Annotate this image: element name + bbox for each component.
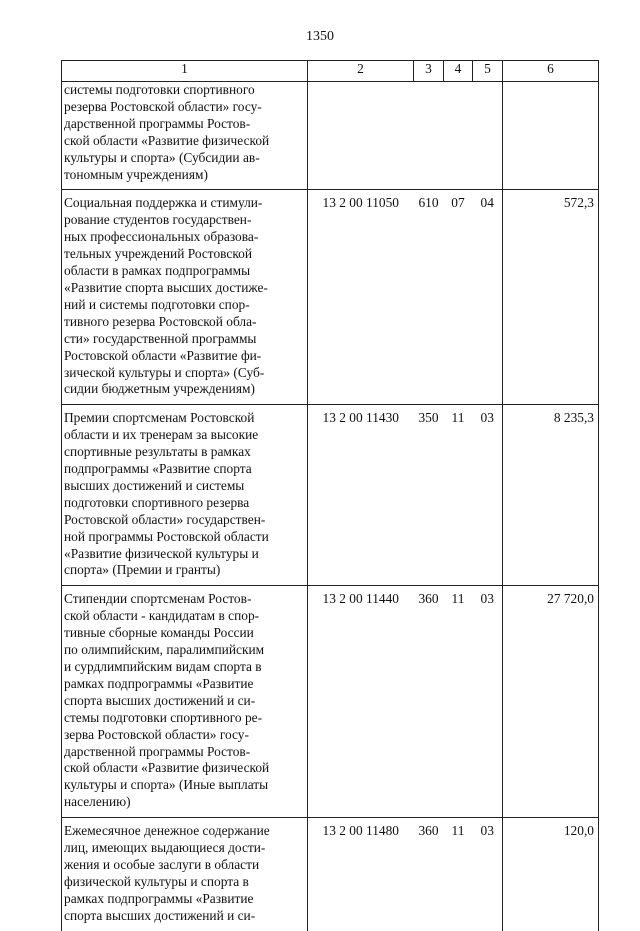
table-row	[62, 818, 599, 931]
description-line: зической культуры и спорта» (Суб-	[64, 364, 265, 380]
description-line: рамках подпрограммы «Развитие	[64, 675, 254, 691]
description-line: сти» государственной программы	[64, 330, 257, 346]
budget-table	[61, 60, 599, 931]
description-line: рование студентов государствен-	[64, 212, 252, 228]
description-line: стемы подготовки спортивного ре-	[64, 709, 263, 725]
row-target-article: 13 2 00 11480	[308, 818, 414, 931]
description-line: спорта высших достижений и си-	[64, 692, 256, 708]
row-description	[62, 190, 308, 405]
description-line: области в рамках подпрограммы	[64, 263, 251, 279]
description-line: жения и особые заслуги в области	[64, 856, 260, 872]
description-line: «Развитие физической культуры и	[64, 545, 259, 561]
row-description	[62, 405, 308, 586]
description-line: спорта» (Премии и гранты)	[64, 562, 221, 578]
description-line: лиц, имеющих выдающиеся дости-	[64, 840, 266, 856]
row-target-article: 13 2 00 11440	[308, 586, 414, 818]
description-line: Ростовской области «Развитие фи-	[64, 347, 262, 363]
page-number: 1350	[306, 29, 334, 44]
row-section: 11	[444, 405, 473, 586]
description-line: дарственной программы Ростов-	[64, 115, 251, 131]
header-col-1: 1	[62, 61, 308, 82]
row-section: 07	[444, 190, 473, 405]
description-line: спортивные результаты в рамках	[64, 444, 251, 460]
row-amount: 120,0	[503, 818, 599, 931]
row-amount: 27 720,0	[503, 586, 599, 818]
row-expense-type: 360	[414, 818, 444, 931]
description-line: высших достижений и системы	[64, 477, 245, 493]
description-line: культуры и спорта» (Иные выплаты	[64, 777, 269, 793]
table-row	[62, 405, 599, 586]
description-line: области и их тренерам за высокие	[64, 427, 259, 443]
description-line: ной программы Ростовской области	[64, 528, 269, 544]
description-line: сидии бюджетным учреждениям)	[64, 381, 255, 397]
row-expense-type: 360	[414, 586, 444, 818]
table-row	[62, 82, 599, 190]
description-line: тивного резерва Ростовской обла-	[64, 313, 257, 329]
header-col-2: 2	[308, 61, 414, 82]
row-section	[444, 82, 473, 190]
row-expense-type: 610	[414, 190, 444, 405]
row-target-article: 13 2 00 11050	[308, 190, 414, 405]
description-line: подготовки спортивного резерва	[64, 494, 250, 510]
row-expense-type: 350	[414, 405, 444, 586]
description-line: ных профессиональных образова-	[64, 229, 259, 245]
description-line: ской области «Развитие физической	[64, 760, 270, 776]
description-line: тельных учреждений Ростовской	[64, 246, 253, 262]
description-line: Премии спортсменам Ростовской	[64, 410, 255, 426]
description-line: тивные сборные команды России	[64, 625, 254, 641]
description-line: тономным учреждениям)	[64, 166, 208, 182]
description-line: рамках подпрограммы «Развитие	[64, 890, 254, 906]
description-line: ской области - кандидатам в спор-	[64, 608, 260, 624]
table-header-row	[62, 61, 599, 82]
row-subsection: 03	[473, 586, 503, 818]
row-description	[62, 586, 308, 818]
table-row	[62, 586, 599, 818]
description-line: резерва Ростовской области» госу-	[64, 98, 262, 114]
description-line: системы подготовки спортивного	[64, 82, 255, 97]
description-line: Социальная поддержка и стимули-	[64, 195, 263, 211]
description-line: подпрограммы «Развитие спорта	[64, 461, 252, 477]
row-amount: 572,3	[503, 190, 599, 405]
description-line: Ежемесячное денежное содержание	[64, 823, 270, 839]
description-line: по олимпийским, паралимпийским	[64, 642, 265, 658]
header-col-4: 4	[444, 61, 473, 82]
row-section: 11	[444, 586, 473, 818]
row-subsection	[473, 82, 503, 190]
table-row	[62, 190, 599, 405]
description-line: дарственной программы Ростов-	[64, 743, 251, 759]
row-subsection: 03	[473, 818, 503, 931]
row-expense-type	[414, 82, 444, 190]
row-amount: 8 235,3	[503, 405, 599, 586]
description-line: ний и системы подготовки спор-	[64, 296, 250, 312]
row-target-article: 13 2 00 11430	[308, 405, 414, 586]
row-target-article	[308, 82, 414, 190]
description-line: «Развитие спорта высших достиже-	[64, 279, 268, 295]
row-subsection: 03	[473, 405, 503, 586]
table-body	[62, 82, 599, 931]
description-line: культуры и спорта» (Субсидии ав-	[64, 149, 260, 165]
description-line: Стипендии спортсменам Ростов-	[64, 591, 252, 607]
description-line: ской области «Развитие физической	[64, 132, 270, 148]
description-line: спорта высших достижений и си-	[64, 907, 256, 923]
header-col-3: 3	[414, 61, 444, 82]
description-line: физической культуры и спорта в	[64, 873, 249, 889]
row-description	[62, 82, 308, 190]
description-line: зерва Ростовской области» госу-	[64, 726, 249, 742]
row-subsection: 04	[473, 190, 503, 405]
row-description	[62, 818, 308, 931]
header-col-6: 6	[503, 61, 599, 82]
row-amount	[503, 82, 599, 190]
description-line: Ростовской области» государствен-	[64, 511, 266, 527]
description-line: и сурдлимпийским видам спорта в	[64, 659, 262, 674]
description-line: населению)	[64, 794, 131, 810]
header-col-5: 5	[473, 61, 503, 82]
row-section: 11	[444, 818, 473, 931]
